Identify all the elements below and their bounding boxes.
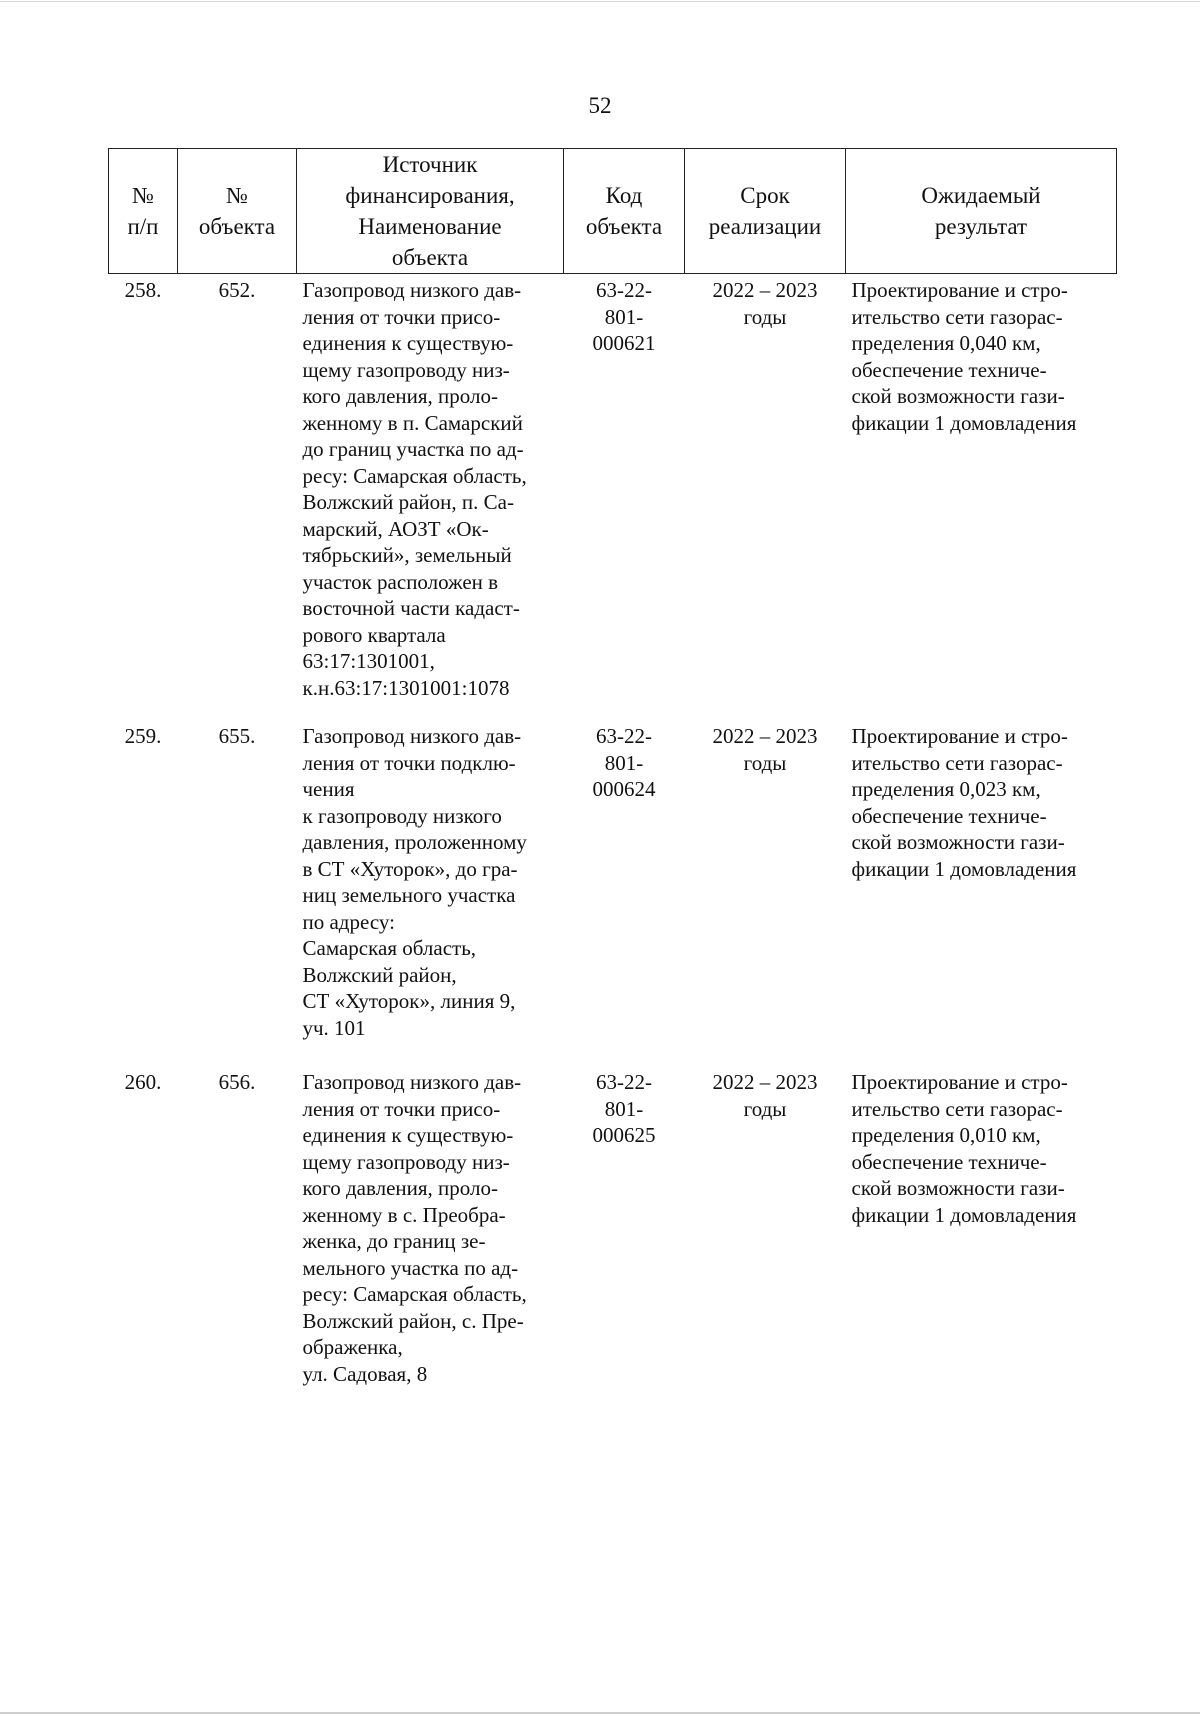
- text-line: Проектирование и стро-: [851, 1070, 1068, 1094]
- text-line: ул. Садовая, 8: [302, 1361, 428, 1386]
- text-line: щему газопроводу низ-: [302, 1149, 510, 1174]
- text-line: ской возможности гази-: [851, 830, 1065, 854]
- text-line: тябрьский», земельный: [302, 543, 512, 567]
- text-line: щему газопроводу низ-: [302, 357, 510, 382]
- text-line: мельного участка по ад-: [302, 1255, 519, 1280]
- text-line: ительство сети газорас-: [851, 304, 1063, 329]
- text-line: Газопровод низкого дав-: [302, 278, 522, 302]
- text-line: 801-: [604, 750, 644, 775]
- text-line: ления от точки подклю-: [302, 750, 516, 775]
- text-line: объекта: [391, 245, 469, 270]
- text-line: женному в п. Самарский: [302, 410, 523, 435]
- text-line: 000625: [592, 1123, 656, 1147]
- cell-row-number: 260.: [124, 1070, 162, 1094]
- text-line: марский, АОЗТ «Ок-: [302, 516, 489, 541]
- cell-period: [685, 274, 846, 724]
- text-line: к.н.63:17:1301001:1078: [302, 675, 510, 700]
- text-line: обеспечение техниче-: [851, 1149, 1047, 1174]
- text-line: обеспечение техниче-: [851, 803, 1047, 828]
- table-header: [109, 149, 1117, 274]
- cell-object-code: [564, 1069, 685, 1399]
- table-header-row: [109, 149, 1117, 274]
- text-line: фикации 1 домовладения: [851, 856, 1077, 881]
- text-line: 63-22-: [596, 724, 652, 748]
- text-line: п/п: [127, 214, 159, 239]
- text-line: Волжский район,: [302, 962, 457, 987]
- text-line: ображенка,: [302, 1335, 403, 1359]
- cell-row-number: 259.: [124, 724, 162, 748]
- text-line: 000624: [592, 777, 656, 801]
- text-line: №: [132, 183, 154, 208]
- cell-object-number: 655.: [218, 724, 256, 748]
- header-financing-source-name: [297, 149, 564, 274]
- text-line: 63-22-: [596, 278, 652, 302]
- text-line: единения к существую-: [302, 331, 514, 355]
- text-line: ления от точки присо-: [302, 1096, 501, 1121]
- text-line: чения: [302, 777, 355, 801]
- table-body: [109, 274, 1117, 1400]
- text-line: Источник: [382, 152, 478, 177]
- text-line: женка, до границ зе-: [302, 1229, 486, 1253]
- table-row: [109, 274, 1117, 724]
- cell-object-name: [297, 723, 564, 1069]
- text-line: 63-22-: [596, 1070, 652, 1094]
- text-line: участок расположен в: [302, 569, 499, 594]
- text-line: 801-: [604, 304, 644, 329]
- table-row: [109, 1069, 1117, 1399]
- text-line: Код: [605, 183, 643, 208]
- header-implementation-period: [685, 149, 846, 274]
- header-expected-result: [846, 149, 1117, 274]
- text-line: результат: [934, 214, 1028, 239]
- text-line: ской возможности гази-: [851, 1176, 1065, 1200]
- text-line: финансирования,: [345, 183, 515, 208]
- text-line: годы: [743, 750, 787, 775]
- cell-object-code: [564, 723, 685, 1069]
- text-line: пределения 0,010 км,: [851, 1123, 1041, 1147]
- scan-bottom-edge: [0, 1712, 1200, 1714]
- text-line: Газопровод низкого дав-: [302, 724, 522, 748]
- header-row-number: [109, 149, 178, 274]
- text-line: Газопровод низкого дав-: [302, 1070, 522, 1094]
- text-line: 000621: [592, 331, 656, 355]
- text-line: ниц земельного участка: [302, 883, 516, 907]
- text-line: Волжский район, п. Са-: [302, 490, 514, 514]
- cell-object-code: [564, 274, 685, 724]
- text-line: в СТ «Хуторок», до гра-: [302, 856, 518, 881]
- text-line: рового квартала: [302, 622, 446, 647]
- cell-row-number: 258.: [124, 278, 162, 302]
- text-line: годы: [743, 1096, 787, 1121]
- text-line: обеспечение техниче-: [851, 357, 1047, 382]
- text-line: по адресу:: [302, 909, 395, 934]
- text-line: женному в с. Преобра-: [302, 1202, 506, 1227]
- text-line: Волжский район, с. Пре-: [302, 1308, 524, 1333]
- text-line: давления, проложенному: [302, 830, 527, 854]
- text-line: ской возможности гази-: [851, 384, 1065, 408]
- text-line: к газопроводу низкого: [302, 803, 502, 828]
- text-line: 2022 – 2023: [712, 278, 818, 302]
- text-line: Проектирование и стро-: [851, 278, 1068, 302]
- text-line: до границ участка по ад-: [302, 437, 524, 461]
- cell-expected-result: [846, 723, 1117, 1069]
- text-line: Срок: [740, 183, 790, 208]
- cell-object-number: 652.: [218, 278, 256, 302]
- text-line: объекта: [198, 214, 276, 239]
- text-line: пределения 0,040 км,: [851, 331, 1041, 355]
- text-line: Самарская область,: [302, 936, 477, 960]
- text-line: 63:17:1301001,: [302, 649, 435, 673]
- text-line: Проектирование и стро-: [851, 724, 1068, 748]
- text-line: 2022 – 2023: [712, 724, 818, 748]
- text-line: реализации: [708, 214, 822, 239]
- text-line: №: [226, 183, 248, 208]
- text-line: уч. 101: [302, 1015, 366, 1040]
- text-line: ресу: Самарская область,: [302, 463, 527, 488]
- text-line: 2022 – 2023: [712, 1070, 818, 1094]
- text-line: ресу: Самарская область,: [302, 1282, 527, 1306]
- text-line: ительство сети газорас-: [851, 750, 1063, 775]
- table-row: [109, 723, 1117, 1069]
- text-line: 801-: [604, 1096, 644, 1121]
- text-line: фикации 1 домовладения: [851, 410, 1077, 435]
- text-line: восточной части кадаст-: [302, 596, 520, 620]
- scan-top-edge: [0, 1, 1200, 2]
- text-line: Наименование: [358, 214, 502, 239]
- header-object-code: [564, 149, 685, 274]
- cell-period: [685, 1069, 846, 1399]
- text-line: СТ «Хуторок», линия 9,: [302, 989, 516, 1013]
- text-line: единения к существую-: [302, 1123, 514, 1147]
- cell-object-number: 656.: [218, 1070, 256, 1094]
- cell-expected-result: [846, 274, 1117, 724]
- text-line: кого давления, проло-: [302, 1176, 498, 1200]
- text-line: кого давления, проло-: [302, 384, 498, 408]
- page-number: 52: [588, 93, 612, 118]
- text-line: фикации 1 домовладения: [851, 1202, 1077, 1227]
- text-line: объекта: [585, 214, 663, 239]
- text-line: годы: [743, 304, 787, 329]
- cell-object-name: [297, 1069, 564, 1399]
- cell-expected-result: [846, 1069, 1117, 1399]
- text-line: ления от точки присо-: [302, 304, 501, 329]
- header-object-number: [178, 149, 297, 274]
- text-line: пределения 0,023 км,: [851, 777, 1041, 801]
- cell-object-name: [297, 274, 564, 724]
- investment-program-table: [108, 148, 1117, 1399]
- text-line: ительство сети газорас-: [851, 1096, 1063, 1121]
- cell-period: [685, 723, 846, 1069]
- text-line: Ожидаемый: [921, 183, 1041, 208]
